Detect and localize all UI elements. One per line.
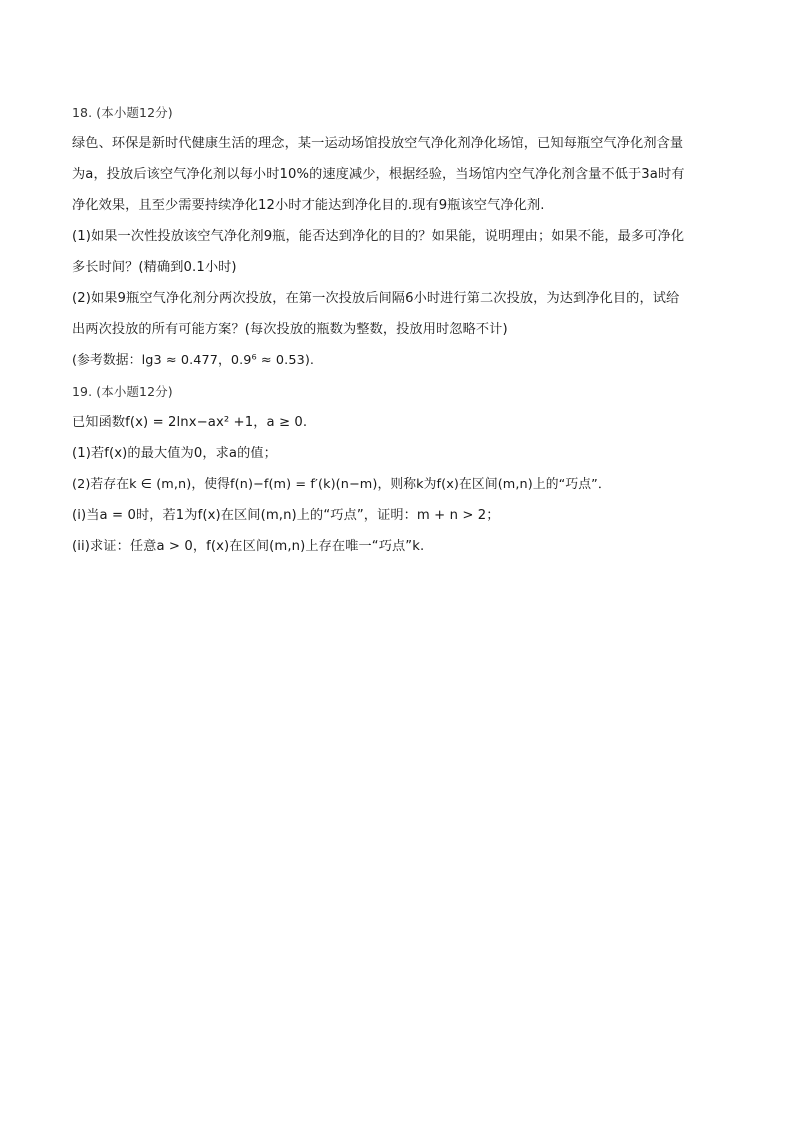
problem-18-header: 18. (本小题12分) bbox=[72, 105, 173, 120]
problem-18-part-2-cont: 出两次投放的所有可能方案？(每次投放的瓶数为整数，投放用时忽略不计) bbox=[72, 322, 508, 337]
problem-19-function-def: 已知函数f(x) = 2lnx−ax² +1，a ≥ 0. bbox=[72, 415, 308, 430]
problem-19-part-2-ii: (ii)求证：任意a > 0，f(x)在区间(m,n)上存在唯一“巧点”k. bbox=[72, 539, 425, 554]
problem-19-header: 19. (本小题12分) bbox=[72, 384, 173, 399]
problem-18-line-3: 净化效果，且至少需要持续净化12小时才能达到净化目的.现有9瓶该空气净化剂. bbox=[72, 198, 545, 213]
problem-19-part-2: (2)若存在k ∈ (m,n)，使得f(n)−f(m) = f′(k)(n−m)，则称k为f(x)在区间(m,n)上的“巧点”． bbox=[72, 477, 611, 492]
problem-18-part-2: (2)如果9瓶空气净化剂分两次投放，在第一次投放后间隔6小时进行第二次投放，为达到净化目的，试给 bbox=[72, 291, 680, 306]
problem-19-part-2-i: (i)当a = 0时，若1为f(x)在区间(m,n)上的“巧点”，证明：m + n > 2； bbox=[72, 508, 500, 523]
problem-18-line-1: 绿色、环保是新时代健康生活的理念，某一运动场馆投放空气净化剂净化场馆，已知每瓶空气净化剂含量 bbox=[72, 136, 684, 151]
problem-18-part-1: (1)如果一次性投放该空气净化剂9瓶，能否达到净化的目的？如果能，说明理由；如果不能，最多可净化 bbox=[72, 229, 685, 244]
problem-18-reference-data: (参考数据：lg3 ≈ 0.477，0.9⁶ ≈ 0.53). bbox=[72, 353, 315, 368]
problem-19-part-1: (1)若f(x)的最大值为0，求a的值； bbox=[72, 446, 277, 461]
problem-18-line-2: 为a，投放后该空气净化剂以每小时10%的速度减少，根据经验，当场馆内空气净化剂含量不低于3a时有 bbox=[72, 167, 685, 182]
problem-18-part-1-cont: 多长时间？(精确到0.1小时) bbox=[72, 260, 237, 275]
